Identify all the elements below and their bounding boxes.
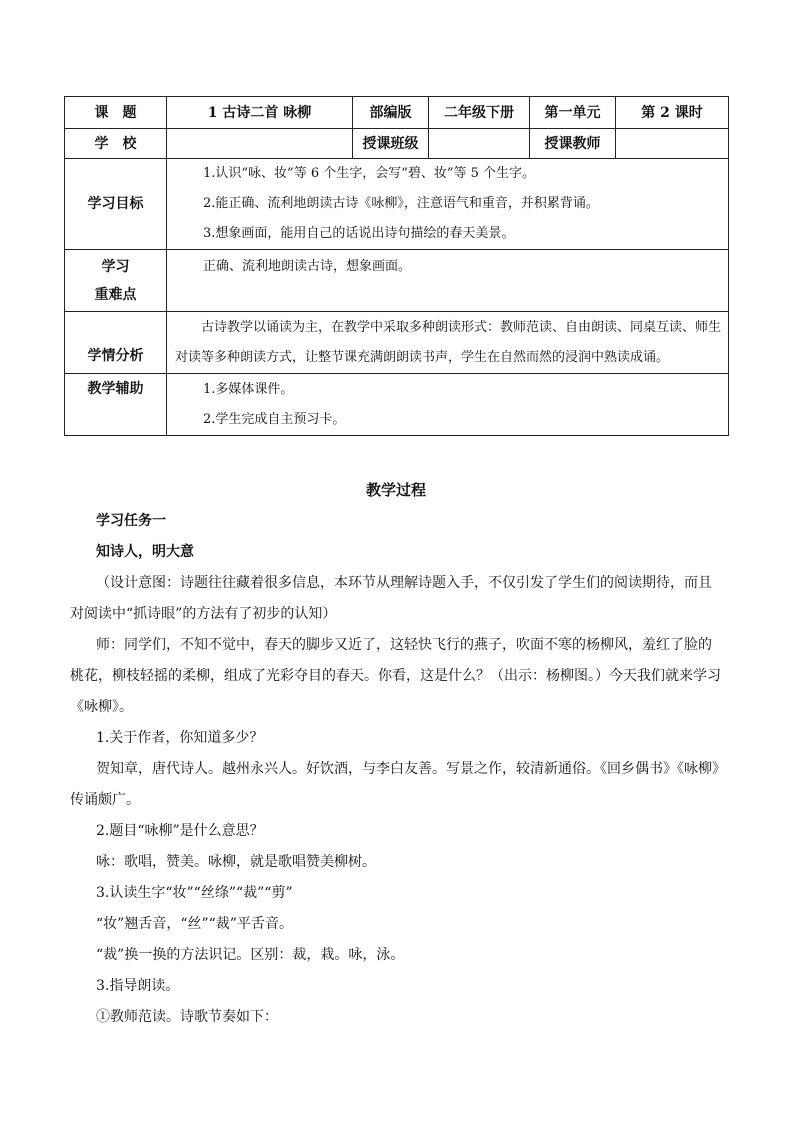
distinguish-note: “裁”换一换的方法识记。区别：裁，栽。咏，泳。 [96, 947, 405, 963]
objectives-label: 学习目标 [65, 159, 167, 250]
aid-item: 2.学生完成自主预习卡。 [203, 411, 346, 427]
teacher-line: 师：同学们，不知不觉中，春天的脚步又近了，这轻快飞行的燕子，吹面不寒的杨柳风，羞红了脸的 [96, 637, 712, 653]
objective-item: 2.能正确、流利地朗读古诗《咏柳》，注意语气和重音，并积累背诵。 [203, 196, 599, 211]
design-intent-line: 对阅读中“抓诗眼”的方法有了初步的认知） [70, 606, 337, 622]
aid-item: 1.多媒体课件。 [203, 381, 294, 397]
analysis-label: 学情分析 [65, 312, 167, 374]
teacher-value [616, 129, 729, 159]
pronunciation-note: “妆”翘舌音，“丝”“裁”平舌音。 [96, 916, 293, 932]
teacher-line: 《咏柳》。 [70, 699, 133, 715]
school-value [167, 129, 353, 159]
aids-content [167, 374, 729, 436]
class-label: 授课班级 [353, 129, 429, 159]
question-3: 3.认读生字“妆”“丝绦”“裁”“剪” [96, 885, 293, 901]
edition-cell: 部编版 [353, 97, 429, 129]
teaching-process [70, 474, 726, 1033]
reading-step: ①教师范读。诗歌节奏如下： [96, 1009, 278, 1025]
author-line: 传诵颇广。 [70, 792, 140, 808]
teacher-label: 授课教师 [530, 129, 616, 159]
unit-cell: 第一单元 [530, 97, 616, 129]
class-value [429, 129, 530, 159]
author-line: 贺知章，唐代诗人。越州永兴人。好饮酒，与李白友善。写景之作，较清新通俗。《回乡偶书》《咏柳》 [96, 761, 726, 777]
lesson-title: 1 古诗二首 咏柳 [167, 97, 353, 129]
aids-label: 教学辅助 [65, 374, 167, 436]
task-subtitle: 知诗人，明大意 [96, 544, 194, 560]
design-intent-line: （设计意图：诗题往往藏着很多信息，本环节从理解诗题入手，不仅引发了学生们的阅读期待，而且 [96, 575, 712, 591]
question-2: 2.题目“咏柳”是什么意思？ [96, 823, 264, 839]
key-points-content: 正确、流利地朗读古诗，想象画面。 [167, 250, 729, 312]
grade-cell: 二年级下册 [429, 97, 530, 129]
objective-item: 3.想象画面，能用自己的话说出诗句描绘的春天美景。 [203, 226, 515, 241]
section-title: 教学过程 [365, 481, 426, 499]
topic-label: 课 题 [65, 97, 167, 129]
table-row [65, 250, 729, 312]
school-label: 学 校 [65, 129, 167, 159]
objective-item: 1.认识“咏、妆”等 6 个生字，会写“碧、妆”等 5 个生字。 [203, 166, 536, 181]
question-1: 1.关于作者，你知道多少？ [96, 730, 264, 746]
period-cell: 第 2 课时 [616, 97, 729, 129]
table-row [65, 97, 729, 129]
teacher-line: 桃花，柳枝轻摇的柔柳，组成了光彩夺目的春天。你看，这是什么？（出示：杨柳图。）今天我们就来学习 [70, 668, 721, 684]
table-row [65, 159, 729, 250]
table-row [65, 374, 729, 436]
table-row [65, 312, 729, 374]
table-row [65, 129, 729, 159]
task-heading: 学习任务一 [96, 513, 166, 529]
objectives-content [167, 159, 729, 250]
question-4: 3.指导朗读。 [96, 978, 180, 994]
key-points-label: 学习 重难点 [65, 250, 167, 312]
analysis-content: 古诗教学以诵读为主，在教学中采取多种朗读形式：教师范读、自由朗读、同桌互读、师生对读等多种朗读方式，让整节课充满朗朗读书声，学生在自然而然的浸润中熟读成诵。 [167, 312, 729, 374]
lesson-info-table [64, 96, 729, 436]
title-meaning: 咏：歌唱，赞美。咏柳，就是歌唱赞美柳树。 [96, 854, 376, 870]
